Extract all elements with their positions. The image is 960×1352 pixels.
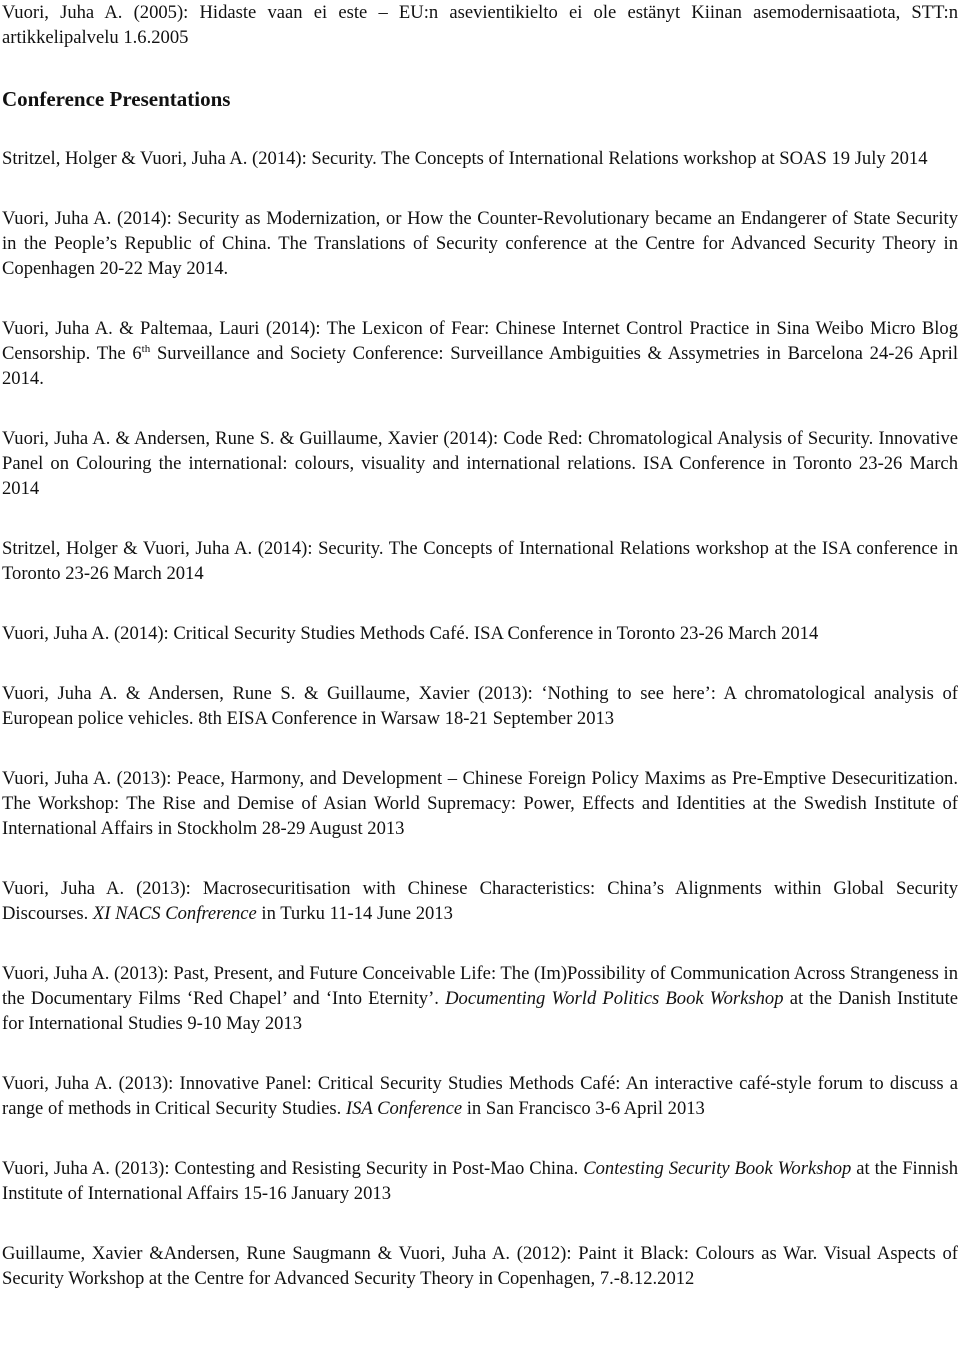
spacer: [2, 171, 958, 206]
presentation-entry: Vuori, Juha A. & Andersen, Rune S. & Guillaume, Xavier (2013): ‘Nothing to see here’: A chromatological analysis of European police vehicles. 8th EISA Conference in Warsaw 18-21 September 2013: [2, 683, 958, 729]
spacer: [2, 1206, 958, 1241]
presentation-entry: Vuori, Juha A. & Andersen, Rune S. & Guillaume, Xavier (2014): Code Red: Chromatological Analysis of Security. Innovative Panel on Colouring the international: colours, visuality and international relations. ISA Conference in Toronto 23-26 March 2014: [2, 428, 958, 499]
spacer: [2, 926, 958, 961]
presentation-entry: Stritzel, Holger & Vuori, Juha A. (2014): Security. The Concepts of International Relations workshop at the ISA conference in Toronto 23-26 March 2014: [2, 538, 958, 584]
entry-text: Vuori, Juha A. (2013): Past, Present, and Future Conceivable Life: The (Im)Possibility of Communication Across Strangeness in the Documentary Films ‘Red Chapel’ and ‘Into Eternity’.: [2, 963, 958, 1009]
italic-title: ISA Conference: [345, 1098, 463, 1119]
entry-text: Vuori, Juha A. (2013): Contesting and Resisting Security in Post-Mao China.: [2, 1158, 584, 1179]
spacer: [2, 586, 958, 621]
presentation-entry: [2, 1071, 958, 1121]
italic-title: Contesting Security Book Workshop: [583, 1158, 852, 1179]
spacer: [2, 501, 958, 536]
presentation-entry: [2, 961, 958, 1036]
presentation-entry: Vuori, Juha A. (2014): Critical Security Studies Methods Café. ISA Conference in Toronto 23-26 March 2014: [2, 623, 819, 644]
spacer: [2, 281, 958, 316]
presentation-entry: Vuori, Juha A. (2013): Peace, Harmony, and Development – Chinese Foreign Policy Maxims as Pre-Emptive Desecuritization. The Workshop: The Rise and Demise of Asian World Supremacy: Power, Effects and Identities at the Swedish Institute of International Affairs in Stockholm 28-29 August 2013: [2, 768, 958, 839]
spacer: [2, 50, 958, 87]
presentation-entry: [2, 876, 958, 926]
spacer: [2, 1036, 958, 1071]
presentation-entry: Guillaume, Xavier &Andersen, Rune Saugmann & Vuori, Juha A. (2012): Paint it Black: Colours as War. Visual Aspects of Security Workshop at the Centre for Advanced Security Theory in Copenhagen, 7.-8.12.2012: [2, 1243, 958, 1289]
document-page: [2, 0, 958, 1291]
entry-text: at the Danish Institute for International Studies 9-10 May 2013: [2, 988, 958, 1034]
spacer: [2, 841, 958, 876]
spacer: [2, 1121, 958, 1156]
entry-text: at the Finnish Institute of International Affairs 15-16 January 2013: [2, 1158, 959, 1204]
presentation-entry: Stritzel, Holger & Vuori, Juha A. (2014): Security. The Concepts of International Relations workshop at SOAS 19 July 2014: [2, 148, 928, 169]
spacer: [2, 112, 958, 146]
italic-title: Documenting World Politics Book Workshop: [445, 988, 784, 1009]
entry-text: Vuori, Juha A. (2013): Innovative Panel: Critical Security Studies Methods Café: An interactive café-style forum to discuss a range of methods in Critical Security Studies.: [2, 1073, 958, 1119]
entry-text: Surveillance and Society Conference: Surveillance Ambiguities & Assymetries in Barcelona 24-26 April 2014.: [2, 343, 958, 389]
publication-entry: Vuori, Juha A. (2005): Hidaste vaan ei este – EU:n asevientikielto ei ole estänyt Kiinan asemodernisaatiota, STT:n artikkelipalvelu 1.6.2005: [2, 2, 958, 48]
spacer: [2, 731, 958, 766]
italic-title: XI NACS Confrerence: [92, 903, 257, 924]
presentation-entry: Vuori, Juha A. (2014): Security as Modernization, or How the Counter-Revolutionary became an Endangerer of State Security in the People’s Republic of China. The Translations of Security conference at the Centre for Advanced Security Theory in Copenhagen 20-22 May 2014.: [2, 208, 958, 279]
superscript: th: [141, 342, 151, 355]
entry-text: in Turku 11-14 June 2013: [256, 903, 453, 924]
spacer: [2, 391, 958, 426]
presentation-entry: [2, 316, 958, 391]
section-heading: Conference Presentations: [2, 87, 231, 111]
entry-text: Vuori, Juha A. (2013): Macrosecuritisation with Chinese Characteristics: China’s Alignments within Global Security Discourses.: [2, 878, 958, 924]
entry-text: in San Francisco 3-6 April 2013: [462, 1098, 705, 1119]
entry-text: Vuori, Juha A. & Paltemaa, Lauri (2014): The Lexicon of Fear: Chinese Internet Control Practice in Sina Weibo Micro Blog Censorship. The 6: [2, 318, 958, 364]
presentation-entry: [2, 1156, 958, 1206]
spacer: [2, 646, 958, 681]
